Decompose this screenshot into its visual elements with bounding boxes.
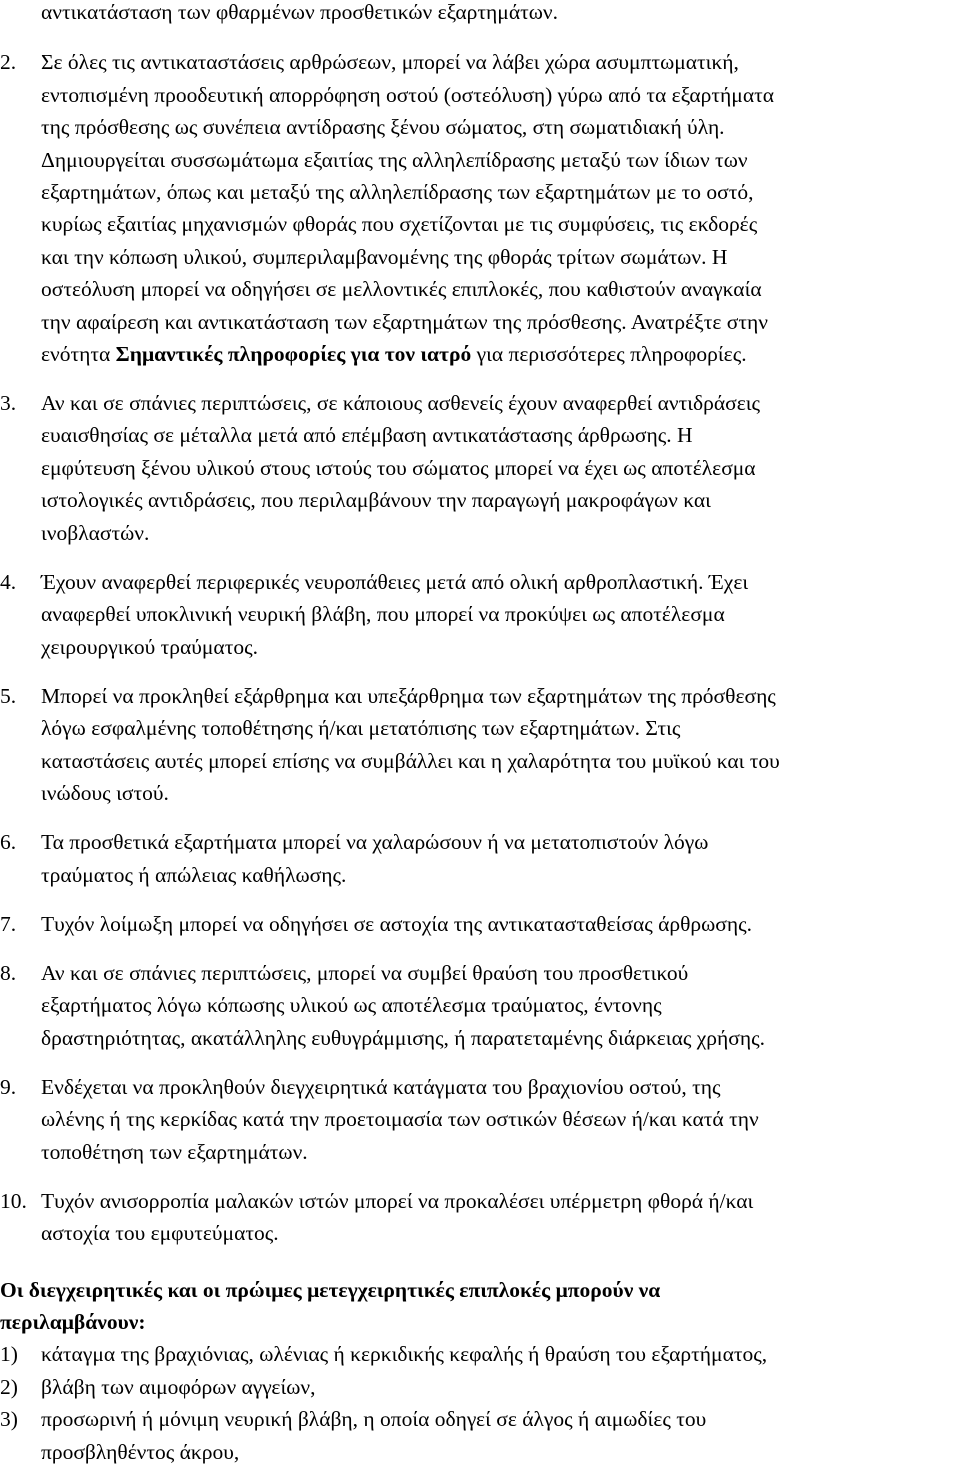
list-item-6 (0, 826, 960, 891)
text-line: ευαισθησίας σε μέταλλα μετά από επέμβαση αντικατάστασης άρθρωσης. Η (41, 423, 693, 448)
text-line: προσβληθέντος άκρου, (41, 1439, 240, 1464)
complication-number: 2) (0, 1374, 18, 1399)
list-item-5 (0, 680, 960, 810)
list-item-10 (0, 1185, 960, 1250)
text-line: χειρουργικού τραύματος. (41, 634, 258, 659)
list-item-number: 10. (0, 1188, 27, 1213)
list-item-number: 9. (0, 1074, 17, 1099)
text-line: αστοχία του εμφυτεύματος. (41, 1221, 279, 1246)
list-item-number: 3. (0, 391, 17, 416)
list-item-number: 4. (0, 569, 17, 594)
text-line: εξαρτήματος λόγω κόπωσης υλικού ως αποτέλεσμα τραύματος, έντονης (41, 993, 662, 1018)
text-line: κάταγμα της βραχιόνιας, ωλένιας ή κερκιδικής κεφαλής ή θραύση του εξαρτήματος, (41, 1342, 768, 1367)
text-line: Μπορεί να προκληθεί εξάρθρημα και υπεξάρθρημα των εξαρτημάτων της πρόσθεσης (41, 683, 776, 708)
list-item-7 (0, 908, 960, 940)
list-item-number: 5. (0, 683, 17, 708)
text-line: την αφαίρεση και αντικατάσταση των εξαρτημάτων της πρόσθεσης. Ανατρέξτε στην (41, 309, 768, 334)
text-line: Τυχόν λοίμωξη μπορεί να οδηγήσει σε αστοχία της αντικατασταθείσας άρθρωσης. (41, 911, 753, 936)
reference-suffix: για περισσότερες πληροφορίες. (471, 341, 747, 366)
text-line: εμφύτευση ξένου υλικού στους ιστούς του σώματος μπορεί να έχει ως αποτέλεσμα (41, 455, 756, 480)
complication-item-3 (0, 1403, 960, 1468)
text-line: βλάβη των αιμοφόρων αγγείων, (41, 1374, 316, 1399)
list-item-3 (0, 387, 960, 549)
text-line: τραύματος ή απώλειας καθήλωσης. (41, 862, 347, 887)
text-line: Τυχόν ανισορροπία μαλακών ιστών μπορεί να προκαλέσει υπέρμετρη φθορά ή/και (41, 1188, 754, 1213)
text-line: ινοβλαστών. (41, 520, 150, 545)
complications-heading-line: περιλαμβάνουν: (0, 1310, 146, 1335)
list-item-9 (0, 1071, 960, 1168)
text-line: τοποθέτηση των εξαρτημάτων. (41, 1139, 308, 1164)
section-reference-bold: Σημαντικές πληροφορίες για τον ιατρό (115, 341, 472, 366)
text-line-with-reference (41, 338, 960, 370)
text-line: Δημιουργείται συσσωμάτωμα εξαιτίας της αλληλεπίδρασης μεταξύ των ίδιων των (41, 147, 748, 172)
text-line: ινώδους ιστού. (41, 780, 169, 805)
text-line: καταστάσεις αυτές μπορεί επίσης να συμβάλλει και η χαλαρότητα του μυϊκού και του (41, 748, 780, 773)
text-line: εξαρτημάτων, όπως και μεταξύ της αλληλεπίδρασης των εξαρτημάτων με το οστό, (41, 179, 754, 204)
complication-number: 3) (0, 1407, 18, 1432)
list-item-2 (0, 46, 960, 370)
text-line: οστεόλυση μπορεί να οδηγήσει σε μελλοντικές επιπλοκές, που καθιστούν αναγκαία (41, 277, 762, 302)
text-line: κυρίως εξαιτίας μηχανισμών φθοράς που σχετίζονται με τις συμφύσεις, τις εκδορές (41, 212, 758, 237)
text-line: λόγω εσφαλμένης τοποθέτησης ή/και μετατόπισης των εξαρτημάτων. Στις (41, 716, 681, 741)
reference-prefix: ενότητα (41, 341, 116, 366)
intro-line: αντικατάσταση των φθαρμένων προσθετικών εξαρτημάτων. (41, 0, 558, 24)
text-line: ωλένης ή της κερκίδας κατά την προετοιμασία των οστικών θέσεων ή/και κατά την (41, 1107, 759, 1132)
text-line: της πρόσθεσης ως συνέπεια αντίδρασης ξένου σώματος, στη σωματιδιακή ύλη. (41, 115, 725, 140)
complication-item-2 (0, 1371, 960, 1403)
complication-number: 1) (0, 1342, 18, 1367)
complications-heading-cont (0, 1306, 960, 1338)
list-item-number: 8. (0, 960, 17, 985)
complication-item-1 (0, 1338, 960, 1370)
list-item-number: 6. (0, 830, 17, 855)
text-line: Αν και σε σπάνιες περιπτώσεις, μπορεί να συμβεί θραύση του προσθετικού (41, 960, 689, 985)
text-line: και την κόπωση υλικού, συμπεριλαμβανομένης της φθοράς τρίτων σωμάτων. Η (41, 244, 728, 269)
list-item-number: 7. (0, 911, 17, 936)
text-line: Σε όλες τις αντικαταστάσεις αρθρώσεων, μπορεί να λάβει χώρα ασυμπτωματική, (41, 50, 739, 75)
complications-heading-line: Οι διεγχειρητικές και οι πρώιμες μετεγχειρητικές επιπλοκές μπορούν να (0, 1277, 661, 1302)
list-item-4 (0, 566, 960, 663)
text-line: Αν και σε σπάνιες περιπτώσεις, σε κάποιους ασθενείς έχουν αναφερθεί αντιδράσεις (41, 391, 761, 416)
complications-heading (0, 1274, 960, 1306)
text-line: ιστολογικές αντιδράσεις, που περιλαμβάνουν την παραγωγή μακροφάγων και (41, 488, 711, 513)
text-line: προσωρινή ή μόνιμη νευρική βλάβη, η οποία οδηγεί σε άλγος ή αιμωδίες του (41, 1407, 707, 1432)
text-line: δραστηριότητας, ακατάλληλης ευθυγράμμισης, ή παρατεταμένης διάρκειας χρήσης. (41, 1025, 765, 1050)
list-item-number: 2. (0, 50, 17, 75)
text-line: Ενδέχεται να προκληθούν διεγχειρητικά κατάγματα του βραχιονίου οστού, της (41, 1074, 721, 1099)
text-line: αναφερθεί υποκλινική νευρική βλάβη, που μπορεί να προκύψει ως αποτέλεσμα (41, 602, 725, 627)
text-line: Έχουν αναφερθεί περιφερικές νευροπάθειες μετά από ολική αρθροπλαστική. Έχει (41, 569, 749, 594)
text-line: Τα προσθετικά εξαρτήματα μπορεί να χαλαρώσουν ή να μετατοπιστούν λόγω (41, 830, 709, 855)
list-item-8 (0, 957, 960, 1054)
text-line: εντοπισμένη προοδευτική απορρόφηση οστού (οστεόλυση) γύρω από τα εξαρτήματα (41, 82, 774, 107)
